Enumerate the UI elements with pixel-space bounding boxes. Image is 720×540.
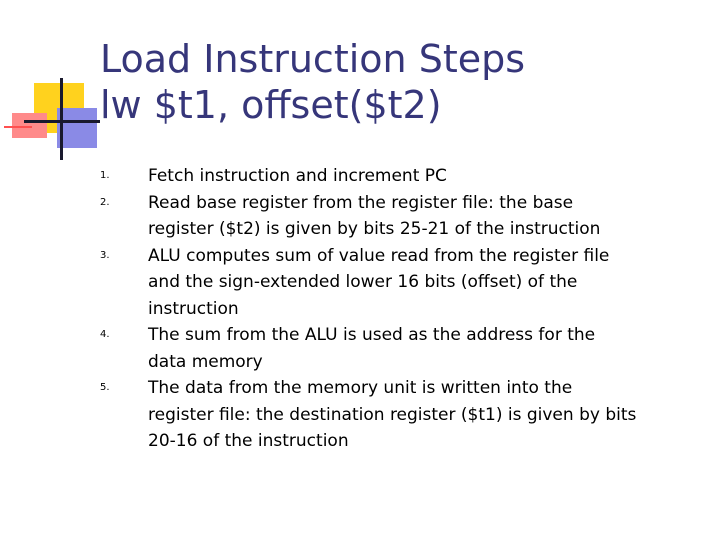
logo-blue-square <box>57 108 97 148</box>
step-line: and the sign-extended lower 16 bits (offset) of the <box>148 272 578 292</box>
step-number: 2. <box>100 196 110 208</box>
step-line: The sum from the ALU is used as the address for the <box>148 325 596 345</box>
step-line: register ($t2) is given by bits 25-21 of the instruction <box>148 219 601 239</box>
list-item <box>100 375 680 455</box>
logo-vertical-line <box>60 78 63 160</box>
step-line: register file: the destination register ($t1) is given by bits <box>148 404 637 425</box>
step-line: The data from the memory unit is written into the <box>148 378 573 398</box>
step-line: instruction <box>148 298 239 319</box>
logo-red-line <box>4 126 32 128</box>
title-line-1: Load Instruction Steps <box>100 37 526 81</box>
step-number: 1. <box>100 170 110 181</box>
step-line: ALU computes sum of value read from the register file <box>148 245 610 266</box>
step-line: data memory <box>148 351 263 372</box>
step-number: 4. <box>100 329 110 340</box>
list-item <box>100 190 680 243</box>
list-item <box>100 163 680 190</box>
list-item <box>100 243 680 323</box>
logo-horizontal-line <box>24 120 100 123</box>
slide-title <box>100 36 700 128</box>
step-line: 20-16 of the instruction <box>148 431 349 451</box>
step-number: 5. <box>100 382 110 393</box>
step-number: 3. <box>100 249 110 261</box>
list-item <box>100 322 680 375</box>
steps-list <box>100 163 680 455</box>
decorative-logo-icon <box>0 0 100 170</box>
step-line: Fetch instruction and increment PC <box>148 166 447 186</box>
step-line: Read base register from the register file: the base <box>148 192 574 213</box>
title-line-2: lw $t1, offset($t2) <box>100 83 442 127</box>
